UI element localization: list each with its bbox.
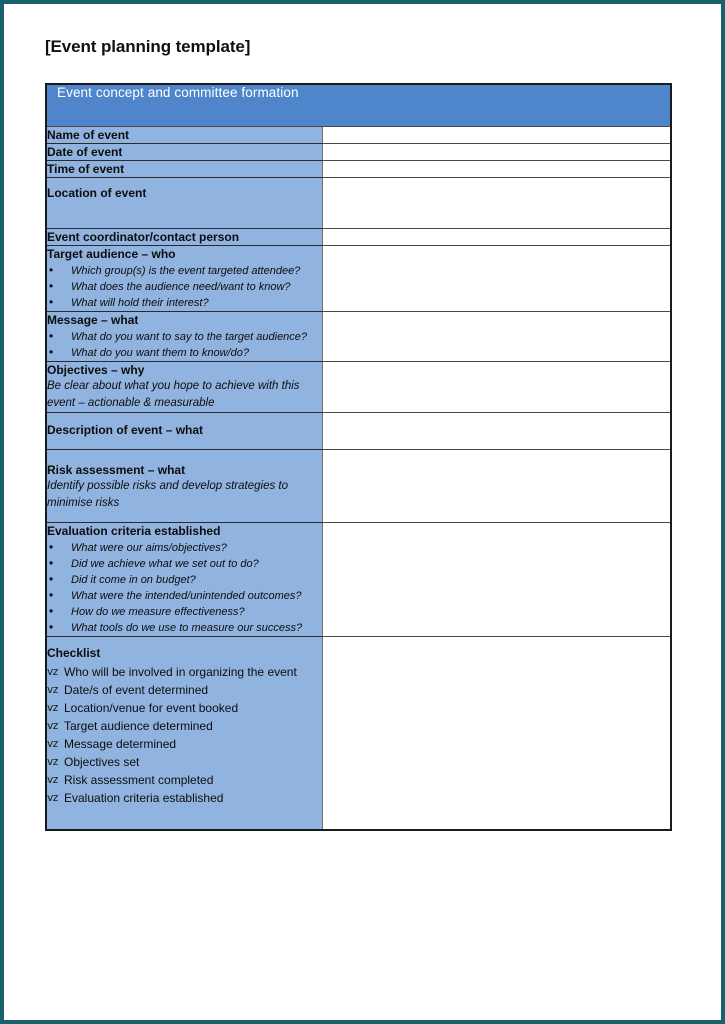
row-entry-value[interactable] (323, 637, 671, 653)
checkbox-icon[interactable]: vz (47, 684, 58, 696)
row-entry-cell-event-coordinator[interactable] (322, 229, 671, 246)
row-entry-cell-checklist[interactable] (322, 637, 671, 831)
row-entry-value[interactable] (323, 178, 671, 194)
row-label-cell-location-of-event (46, 178, 322, 229)
checklist-item-label: Location/venue for event booked (64, 701, 239, 715)
checkbox-icon[interactable]: vz (47, 702, 58, 714)
bullet-item: • Which group(s) is the event targeted attendee? (47, 263, 322, 279)
row-entry-value[interactable] (323, 523, 671, 539)
row-label: Time of event (47, 162, 125, 176)
checklist-item-label: Message determined (64, 737, 177, 751)
row-label-cell-objectives (46, 362, 322, 413)
row-entry-cell-risk-assessment[interactable] (322, 450, 671, 523)
table-row (46, 144, 671, 161)
row-label: Target audience – who (47, 247, 176, 261)
bullet-item: • Did it come in on budget? (47, 572, 322, 588)
row-label: Location of event (47, 186, 147, 200)
table-row (46, 161, 671, 178)
checklist-item[interactable] (47, 717, 322, 735)
row-label: Name of event (47, 128, 130, 142)
table-row (46, 450, 671, 523)
row-entry-value[interactable] (323, 127, 671, 143)
row-label-cell-date-of-event (46, 144, 322, 161)
section-header-label: Event concept and committee formation (57, 85, 299, 100)
bullet-item: • What do you want to say to the target audience? (47, 329, 322, 345)
checklist-item-label: Evaluation criteria established (64, 791, 224, 805)
row-label: Message – what (47, 313, 139, 327)
bullet-item: • What were our aims/objectives? (47, 540, 322, 556)
bullet-item: • What tools do we use to measure our success? (47, 620, 322, 636)
checklist (47, 663, 322, 807)
row-label: Description of event – what (47, 423, 204, 437)
row-label-cell-time-of-event (46, 161, 322, 178)
row-entry-cell-evaluation-criteria[interactable] (322, 523, 671, 637)
row-label-cell-description (46, 413, 322, 450)
checklist-item-label: Date/s of event determined (64, 683, 209, 697)
row-label: Risk assessment – what (47, 463, 186, 477)
row-label-cell-event-coordinator (46, 229, 322, 246)
bullet-item: • What does the audience need/want to know? (47, 279, 322, 295)
bullet-item: • What will hold their interest? (47, 295, 322, 311)
row-entry-value[interactable] (323, 312, 671, 328)
row-bullet-list (47, 329, 322, 361)
page-title: [Event planning template] (45, 37, 251, 56)
row-entry-cell-message[interactable] (322, 312, 671, 362)
checkbox-icon[interactable]: vz (47, 666, 58, 678)
checklist-item[interactable] (47, 681, 322, 699)
bullet-item: • What were the intended/unintended outcomes? (47, 588, 322, 604)
row-label-cell-risk-assessment (46, 450, 322, 523)
checklist-item-label: Objectives set (64, 755, 140, 769)
table-row (46, 127, 671, 144)
table-section-header-row (46, 84, 671, 127)
event-planning-table (45, 83, 672, 831)
row-bullet-list (47, 540, 322, 636)
checkbox-icon[interactable]: vz (47, 720, 58, 732)
row-entry-value[interactable] (323, 229, 671, 245)
row-entry-value[interactable] (323, 144, 671, 160)
checklist-item-label: Target audience determined (64, 719, 213, 733)
checkbox-icon[interactable]: vz (47, 738, 58, 750)
section-header-cell (46, 84, 671, 127)
row-entry-value[interactable] (323, 161, 671, 177)
bullet-item: • How do we measure effectiveness? (47, 604, 322, 620)
row-label: Objectives – why (47, 363, 145, 377)
row-label-cell-evaluation-criteria (46, 523, 322, 637)
table-row (46, 413, 671, 450)
row-entry-value[interactable] (323, 362, 671, 378)
checkbox-icon[interactable]: vz (47, 774, 58, 786)
row-label: Date of event (47, 145, 123, 159)
row-sublabel: Be clear about what you hope to achieve with this event – actionable & measurable (47, 380, 300, 409)
checklist-item-label: Risk assessment completed (64, 773, 214, 787)
checklist-item[interactable] (47, 663, 322, 681)
checklist-item[interactable] (47, 789, 322, 807)
row-entry-cell-date-of-event[interactable] (322, 144, 671, 161)
row-label: Evaluation criteria established (47, 524, 221, 538)
row-label-cell-name-of-event (46, 127, 322, 144)
row-label: Event coordinator/contact person (47, 230, 240, 244)
row-entry-cell-target-audience[interactable] (322, 246, 671, 312)
row-entry-value[interactable] (323, 413, 671, 429)
table-row (46, 246, 671, 312)
checklist-item[interactable] (47, 771, 322, 789)
table-row (46, 362, 671, 413)
table-row (46, 523, 671, 637)
table-row (46, 637, 671, 831)
row-label: Checklist (47, 646, 101, 660)
table-row (46, 312, 671, 362)
checklist-item-label: Who will be involved in organizing the event (64, 665, 297, 679)
row-entry-cell-name-of-event[interactable] (322, 127, 671, 144)
row-label-cell-target-audience (46, 246, 322, 312)
row-entry-cell-description[interactable] (322, 413, 671, 450)
row-label-cell-checklist (46, 637, 322, 831)
checkbox-icon[interactable]: vz (47, 756, 58, 768)
row-entry-cell-time-of-event[interactable] (322, 161, 671, 178)
table-row (46, 229, 671, 246)
row-label-cell-message (46, 312, 322, 362)
checklist-item[interactable] (47, 753, 322, 771)
row-entry-cell-objectives[interactable] (322, 362, 671, 413)
row-entry-value[interactable] (323, 246, 671, 262)
bullet-item: • What do you want them to know/do? (47, 345, 322, 361)
table-row (46, 178, 671, 229)
checklist-item[interactable] (47, 699, 322, 717)
checkbox-icon[interactable]: vz (47, 792, 58, 804)
bullet-item: • Did we achieve what we set out to do? (47, 556, 322, 572)
row-bullet-list (47, 263, 322, 311)
row-entry-value[interactable] (323, 450, 671, 466)
row-entry-cell-location-of-event[interactable] (322, 178, 671, 229)
checklist-item[interactable] (47, 735, 322, 753)
row-sublabel: Identify possible risks and develop strategies to minimise risks (47, 480, 288, 509)
